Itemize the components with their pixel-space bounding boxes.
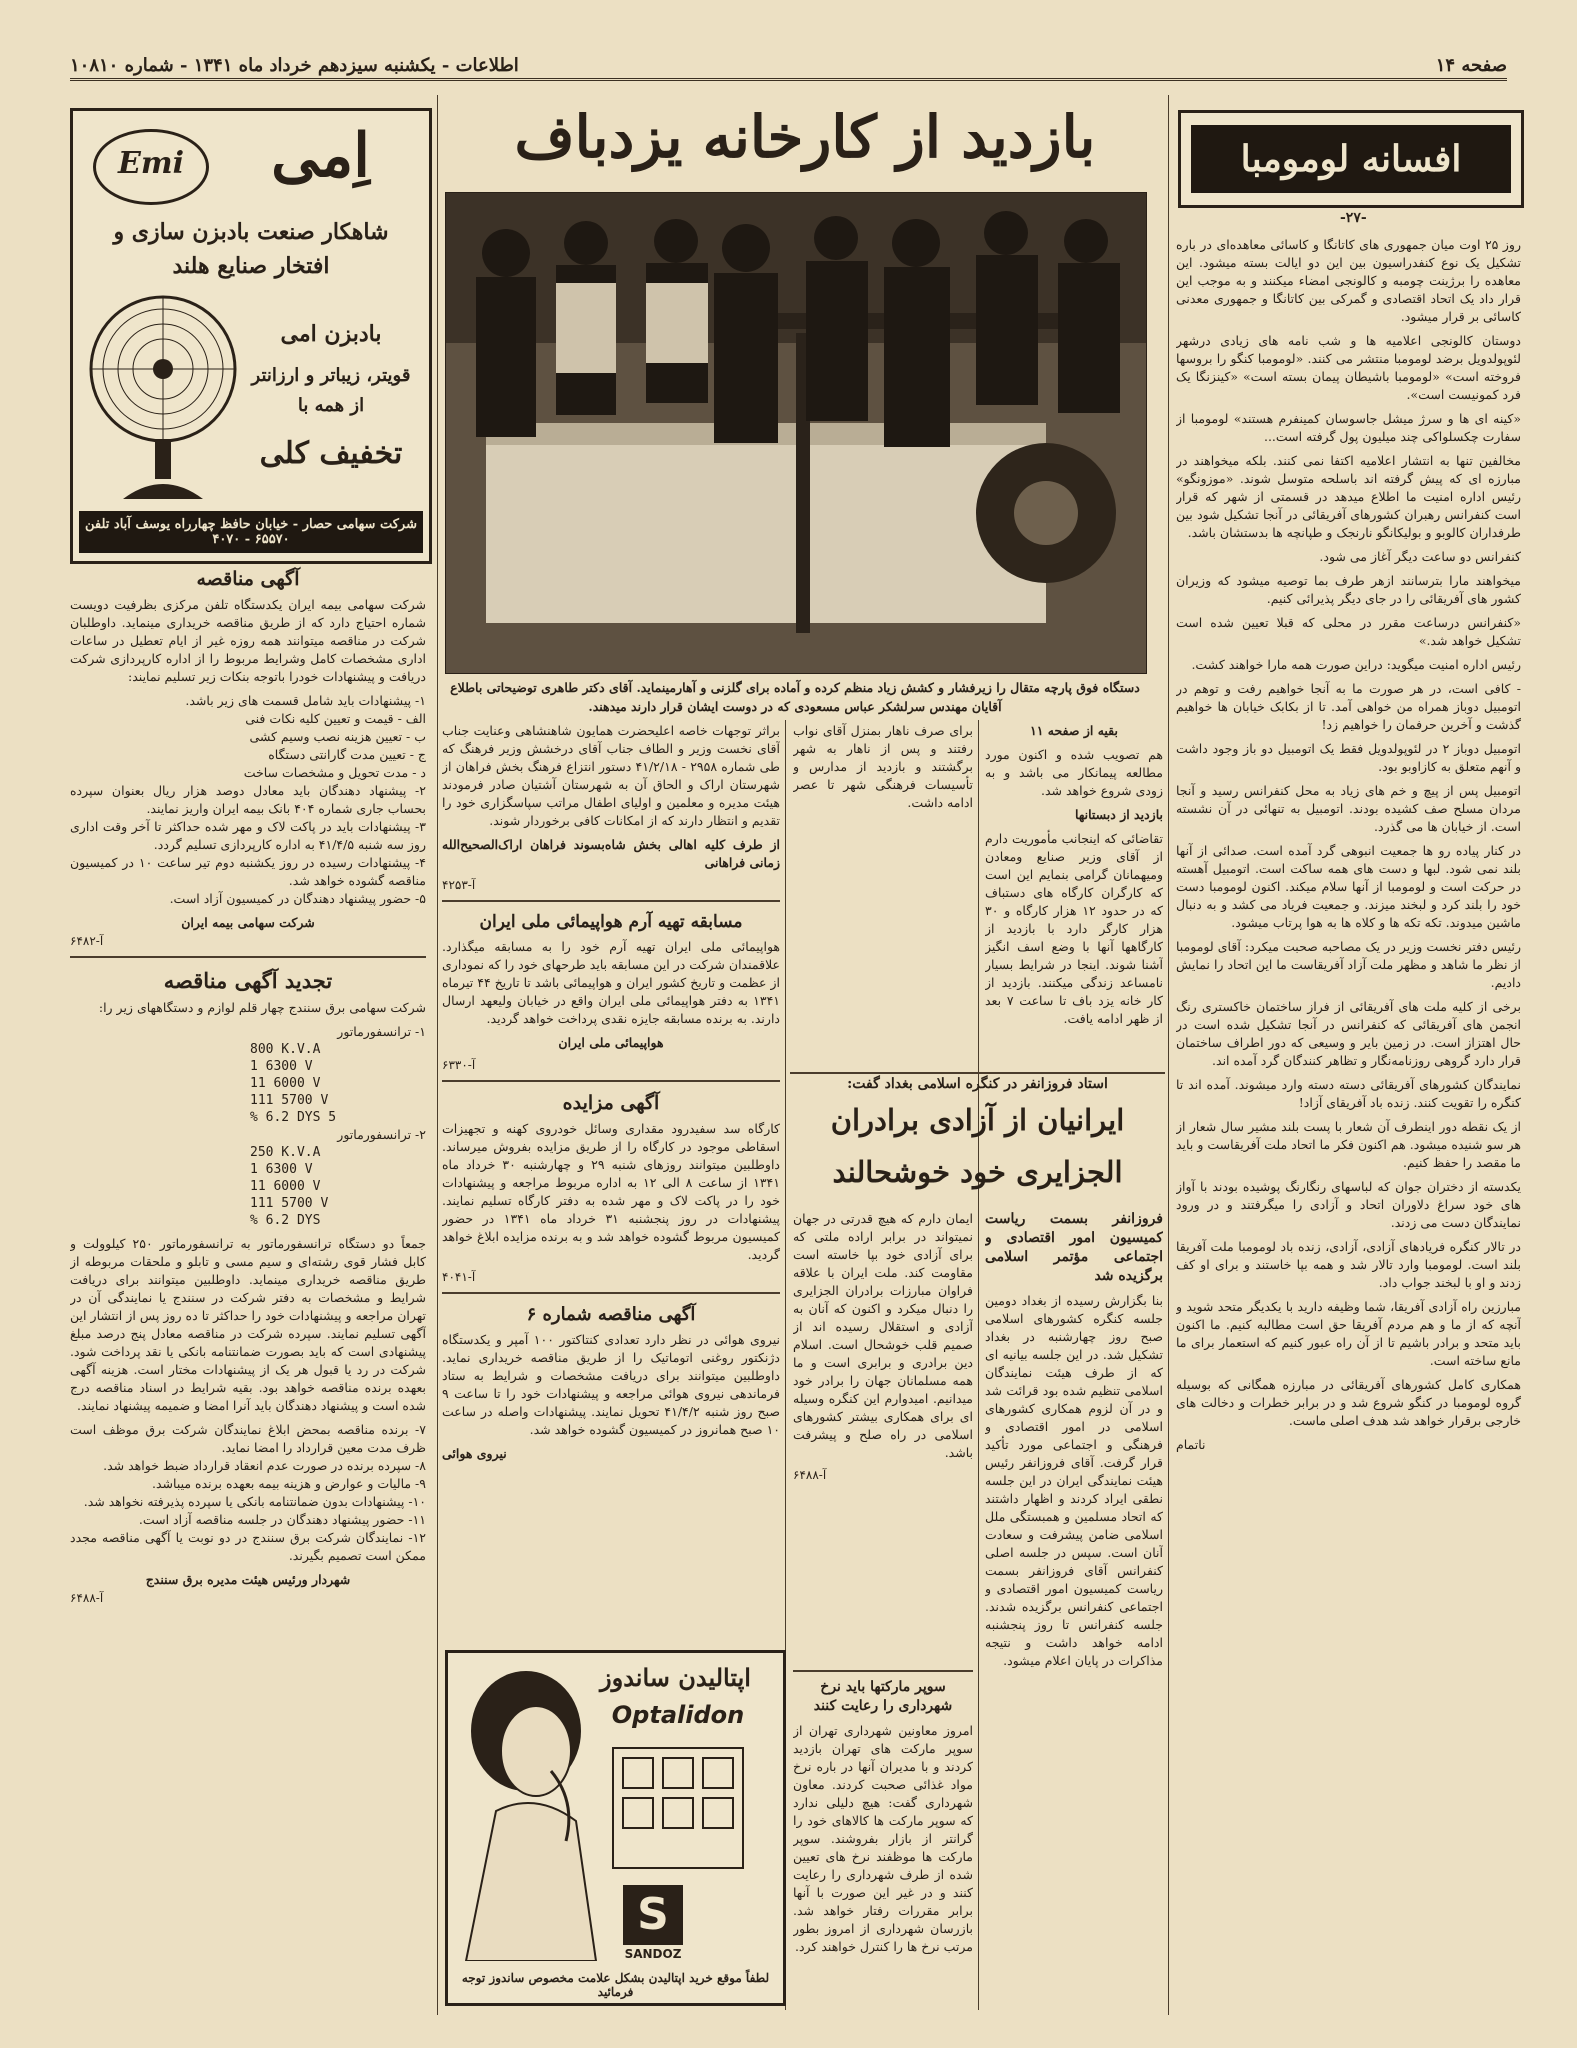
serial-paragraph: روز ۲۵ اوت میان جمهوری های کاتانگا و کاسائی معاهده‌ای در باره تشکیل یک نوع کنفدراسیون بین این دو ایالت بسته میشود. این معاهده را برژینت چومبه و کالونجی امضاء میکنند و به موجب این قرار داد یک اتحاد اقتصادی و گمرکی بین کاتانگا و جمهوری معدنی کاسائی بر قرار میشود. bbox=[1176, 237, 1521, 324]
emi-brand: اِمی bbox=[271, 121, 370, 191]
serial-number: -۲۷- bbox=[1340, 210, 1367, 226]
market-heading: سوپر مارکتها باید نرخ شهرداری را رعایت کنند bbox=[813, 1679, 953, 1714]
serial-paragraph: برخی از کلیه ملت های آفریقائی از فراز ساختمان خاکستری رنگ انجمن های آفریقائی که کنفرانس در آنجا تشکیل شده است در حال اهتزاز است. در زمین بایر و وسیعی که دور اطراف ساختمان قرار دارد گروهی روزنامه‌نگار و تظاهر کنندگان گرد آمده اند. bbox=[1176, 999, 1521, 1068]
renewal-code: آ-۶۴۸۸ bbox=[70, 1591, 104, 1605]
emi-line4: قویتر، زیباتر و ارزانتر از همه با bbox=[251, 365, 411, 416]
insurance-item: د - مدت تحویل و مشخصات ساخت bbox=[243, 765, 426, 780]
serial-paragraph: - کافی است، در هر صورت ما به آنجا خواهیم رفت و توهم در اتومبیل دوباز همراه من خواهی آمد. تا از بکابک خیابان ها خواهیم گذشت و آخرین حرفمان را خواهیم زد! bbox=[1176, 681, 1521, 732]
notice-signature: از طرف کلیه اهالی بخش شاه‌بسوند فراهان اراک‌الصحیح‌الله زمانی فراهانی bbox=[442, 837, 780, 870]
serial-paragraph: در کنار پیاده رو ها جمعیت انبوهی گرد آمده است. صدائی از آنها بلند نمی شود. لبها و دست های همه ساکت است. اتومبیل آهسته در حرکت است و لومومبا از آنها سلام میکند. اکنون لومومبا دست خود را بلند کرد و لبخند میزند. و جمعیت فریاد می کشد و به دنبال ماشین میدوند. تکه تکه ها و کلاه ها به هوا پرتاب میشود. bbox=[1176, 843, 1521, 930]
main-headline: بازدید از کارخانه یزدباف bbox=[514, 103, 1096, 171]
market-story bbox=[793, 1670, 973, 2012]
forouzanfar-text: بنا بگزارش رسیده از بغداد دومین جلسه کنگره کشورهای اسلامی صبح روز چهارشنبه در بغداد تشکیل شد. در این جلسه بیانیه ای که از طرف هیئت نمایندگان اسلامی تنظیم شده بود قرائت شد و در آن لزوم همکاری کشورهای اسلامی در امور اقتصادی و فرهنگی و اجتماعی مورد تأکید قرار گرفت. آقای فروزانفر رئیس هیئت نمایندگی ایران در این جلسه نطقی ایراد کردند و اظهار داشتند که اتحاد مسلمین و همبستگی ملل اسلامی ضامن پیشرفت و سعادت آنان است. سپس در جلسه اصلی کنفرانس آقای فروزانفر بسمت ریاست کمیسیون امور اقتصادی و اجتماعی کنفرانس برگزیده شدند. جلسه کنفرانس تا روز پنجشنبه ادامه خواهد داشت و نتیجه مذاکرات در پایان اعلام میشود. bbox=[985, 1293, 1163, 1668]
insurance-item: ب - تعیین هزینه نصب وسیم کشی bbox=[249, 729, 426, 744]
emi-line3: بادبزن امی bbox=[280, 321, 382, 347]
paper-info: اطلاعات - یکشنبه سیزدهم خرداد ماه ۱۳۴۱ - شماره ۱۰۸۱۰ bbox=[70, 54, 519, 76]
spec-row: 800 K.V.A bbox=[250, 1042, 321, 1057]
serial-paragraph: «کنفرانس درساعت مقرر در محلی که قبلا تعیین شده است تشکیل خواهد شد.» bbox=[1176, 615, 1521, 648]
renewal-item: ۱۱- حضور پیشنهاد دهندگان در جلسه مناقصه آزاد است. bbox=[138, 1512, 426, 1527]
column-rule bbox=[1168, 95, 1169, 2015]
emi-footer: شرکت سهامی حصار - خیابان حافظ چهارراه یوسف آباد تلفن ۶۵۵۷۰ - ۴۰۷۰ bbox=[79, 511, 423, 553]
insurance-item: ۴- پیشنهادات رسیده در روز یکشنبه دوم تیر ساعت ۱۰ در کمیسیون مناقصه گشوده خواهد شد. bbox=[70, 855, 426, 888]
auction-notice bbox=[442, 1080, 780, 1284]
emi-line5: تخفیف کلی bbox=[259, 436, 403, 471]
spec-row: 11 6000 V bbox=[250, 1076, 321, 1091]
insurance-text: شرکت سهامی بیمه ایران یکدستگاه تلفن مرکزی بظرفیت دویست شماره احتیاج دارد که از طریق مناقصه خریداری مینماید. داوطلبان شرکت در مناقصه میتوانند همه روزه غیر از ایام تعطیل در ساعات اداری مشخصات کامل وشرایط مربوط را از اداره کارپردازی شرکت دریافت و پیشنهادات خودرا باتوجه بنکات زیر تسلیم نمایند: bbox=[70, 597, 426, 684]
insurance-item: الف - قیمت و تعیین کلیه نکات فنی bbox=[245, 711, 426, 726]
continued-text: تقاضائی که اینجانب مأموریت دارم از آقای وزیر صنایع ومعادن ومیهمانان گرامی بنمایم این است که کارگران کارگاه های دستباف که در حدود ۱۲ هزار کارگاه و ۳۰ هزار کارگر دارد با بازدید از کارگاهها آنها با وضع اسف انگیز آشنا شوند. اینجا در شرایط بسیار نامساعد زندگی میکنند. بازدید از کار خانه یزد باف تا ساعت ۷ بعد از ظهر ادامه یافت. bbox=[985, 831, 1163, 1026]
auction-text: کارگاه سد سفیدرود مقداری وسائل خودروی کهنه و تجهیزات اسقاطی موجود در کارگاه را از طریق مزایده بفروش میرساند. داوطلبین میتوانند روزهای شنبه ۲۹ و چهارشنبه ۳۰ خرداد ماه ۱۳۴۱ از ساعت ۸ الی ۱۲ به اداره مربوط مراجعه و پیشنهادات خود را در پاکت لاک و مهر شده به دفتر کارگاه تسلیم نمایند. پیشنهادات در روز پنجشنبه ۳۱ خرداد ماه ۱۳۴۱ در حضور کمیسیون مربوط گشوده خواهد شد و به برنده مزایده ابلاغ خواهد گردید. bbox=[442, 1121, 780, 1262]
renewal-item: ۹- مالیات و عوارض و هزینه بیمه بعهده برنده میباشد. bbox=[152, 1476, 426, 1491]
factory-photo-image bbox=[446, 193, 1146, 673]
auction-title: آگهی مزایده bbox=[562, 1092, 660, 1114]
notice-text: براثر توجهات خاصه اعلیحضرت همایون شاهنشاهی وعنایت جناب آقای نخست وزیر و الطاف جناب آقای درخشش وزیر فرهنگ که طی شماره ۲۹۵۸ - ۴۱/۲/۱۸ دستور انتزاع فرهنگ بخش فراهان از شهرستان اراک و الحاق آن به شهرستان آشتیان صادر فرمودند هیئت مدیره و معلمین و اولیای اطفال مراتب سپاسگزاری خود را تقدیم و انتظار دارند که از امکانات کافی برخوردار شوند. bbox=[442, 723, 780, 828]
spec-row: 1 6300 V bbox=[250, 1059, 313, 1074]
fan-illustration bbox=[83, 289, 243, 509]
spec-row: 111 5700 V bbox=[250, 1196, 329, 1211]
middle-story bbox=[793, 722, 973, 1102]
woman-illustration bbox=[456, 1661, 606, 1961]
airline-notice bbox=[442, 900, 780, 1072]
renewal-item: ۷- برنده مناقصه بمحض ابلاغ نمایندگان شرکت برق موظف است ظرف مدت معین قرارداد را امضا نماید. bbox=[70, 1422, 426, 1455]
insurance-code: آ-۶۴۸۲ bbox=[70, 934, 104, 948]
tender6-title: آگهی مناقصه شماره ۶ bbox=[526, 1304, 696, 1325]
serial-paragraph: اتومبیل پس از پیچ و خم های زیاد به محل کنفرانس رسید و آنجا مردان مسلح صف کشیده بودند. اتومبیل به تنهائی در آن نشسته است. از خیابان ها می گذرد. bbox=[1176, 783, 1521, 834]
serial-paragraph: یکدسته از دختران جوان که لباسهای رنگارنگ پوشیده بودند با آواز های خود سراغ دلاوران اتحاد و آزادی را میگرفتند و در ورود نمایندگان دست می زدند. bbox=[1176, 1179, 1521, 1230]
continued-intro: هم تصویب شده و اکنون مورد مطالعه پیمانکار می باشد و به زودی شروع خواهد شد. bbox=[985, 747, 1163, 798]
airline-title: مسابقه تهیه آرم هواپیمائی ملی ایران bbox=[479, 912, 743, 932]
spec-row: 1 6300 V bbox=[250, 1162, 313, 1177]
algeria-text: ایمان دارم که هیچ قدرتی در جهان نمیتواند در برابر اراده ملتی که برای آزادی خود بپا خاسته است مقاومت کند. ملت ایران با علاقه فراوان مبارزات برادران الجزایری را دنبال میکرد و اکنون که آنان به آزادی و استقلال رسیده اند از صمیم قلب خوشحال است. اسلام دین برادری و برابری است و ما همه مسلمانان جهان را برادر خود میدانیم. امیدوارم این کنگره وسیله ای برای همکاری بیشتر کشورهای اسلامی در راه صلح و پیشرفت باشد. bbox=[793, 1211, 973, 1460]
spec-row: 11 6000 V bbox=[250, 1179, 321, 1194]
airline-signature: هواپیمائی ملی ایران bbox=[558, 1035, 664, 1050]
section-rule bbox=[790, 1072, 1165, 1074]
insurance-item: ج - تعیین مدت گارانتی دستگاه bbox=[268, 747, 426, 762]
notice-code: آ-۴۲۵۳ bbox=[442, 878, 476, 892]
serial-story bbox=[1176, 236, 1521, 2006]
continued-ref: بقیه از صفحه ۱۱ bbox=[1030, 723, 1118, 738]
spec-row: 111 5700 V bbox=[250, 1093, 329, 1108]
serial-paragraph: دوستان کالونجی اعلامیه ها و شب نامه های زیادی درشهر لئوپولدویل برضد لومومبا منتشر می کنند. «لومومبا کنگو را بروسها فروخته است» «لومومبا باشیطان پیمان بسته است» «کینزنگا یک فرد کمونیست است». bbox=[1176, 333, 1521, 402]
optalidon-ad bbox=[445, 1650, 786, 2006]
sandoz-brand: SANDOZ bbox=[624, 1947, 682, 1961]
auction-code: آ-۴۰۴۱ bbox=[442, 1270, 476, 1284]
insurance-item: ۱- پیشنهادات باید شامل قسمت های زیر باشد. bbox=[185, 693, 426, 708]
serial-paragraph: در تالار کنگره فریادهای آزادی، آزادی، زنده باد لومومبا ملت آفریقا بلند است. لومومبا وارد تالار شد و همه بپا خاستند و برای او کف زدند و او با لبخند جواب داد. bbox=[1176, 1239, 1521, 1290]
optalidon-latin: Optalidon bbox=[611, 1701, 745, 1729]
forouzanfar-heading: فروزانفر بسمت ریاست کمیسیون امور اقتصادی و اجتماعی مؤتمر اسلامی برگزیده شد bbox=[985, 1211, 1163, 1284]
free-title: استاد فروزانفر در کنگره اسلامی بغداد گفت: bbox=[847, 1076, 1108, 1092]
airline-text: هواپیمائی ملی ایران تهیه آرم خود را به مسابقه میگذارد. علاقمندان شرکت در این مسابقه باید طرحهای خود را که نموداری از عظمت و تاریخ کشور ایران و هواپیمائی باشد تا تاریخ ۴۴ تیرماه ۱۳۴۱ به دفتر هواپیمائی ملی ایران واقع در خیابان ولیعهد ارسال دارند. به برنده مسابقه جایزه نقدی پرداخت خواهد گردید. bbox=[442, 939, 780, 1026]
left-tenders bbox=[70, 562, 426, 2007]
airline-code: آ-۶۳۳۰ bbox=[442, 1058, 476, 1072]
column-rule bbox=[978, 720, 979, 2010]
optalidon-footer: لطفاً موقع خرید اپتالیدن بشکل علامت مخصوص ساندوز توجه فرمائید bbox=[461, 1971, 770, 1999]
tender6-text: نیروی هوائی در نظر دارد تعدادی کنتاکتور ۱۰۰ آمپر و یکدستگاه دژنکتور روغنی اتوماتیک را از طریق مناقصه خریداری نماید. داوطلبین میتوانند برای دریافت مشخصات و شرایط به ستاد فرماندهی نیروی هوائی مراجعه و پیشنهادات خود را تا ساعت ۹ صبح روز شنبه ۴۱/۴/۲ تحویل نمایند. پیشنهادات واصله در ساعت ۱۰ صبح همانروز در کمیسیون گشوده خواهد شد. bbox=[442, 1332, 780, 1437]
insurance-item: ۳- پیشنهادات باید در پاکت لاک و مهر شده حداکثر تا آخر وقت اداری روز سه شنبه ۴۱/۴/۵ به اداره کارپردازی تسلیم گردد. bbox=[70, 819, 426, 852]
serial-paragraph: اتومبیل دوباز ۲ در لئوپولدویل فقط یک اتومبیل دو باز وجود داشت و آنهم متعلق به کازاوبو بود. bbox=[1176, 741, 1521, 774]
photo-caption: دستگاه فوق پارچه متقال را زیرفشار و کشش زیاد منظم کرده و آماده برای گلزنی و آهارمینماید. آقای دکتر طاهری توضیحاتی باطلاع آقایان مهندس سرلشکر عباس مسعودی که در دوست ایشان قرار دارند میدهند. bbox=[450, 680, 1140, 714]
continued-story bbox=[985, 722, 1163, 1102]
insurance-item: ۵- حضور پیشنهاد دهندگان در کمیسیون آزاد است. bbox=[169, 891, 426, 906]
free-headline: ایرانیان از آزادی برادران الجزایری خود خوشحالند bbox=[830, 1103, 1125, 1189]
emi-logo: Emi bbox=[93, 129, 209, 205]
insurance-title: آگهی مناقصه bbox=[196, 568, 300, 590]
optalidon-persian: اپتالیدن ساندوز bbox=[600, 1663, 751, 1692]
emi-ad bbox=[70, 108, 432, 564]
spec2-list bbox=[70, 1144, 426, 1229]
renewal-signature: شهردار ورئیس هیئت مدیره برق سنندج bbox=[145, 1572, 351, 1587]
spec-row: % 6.2 DYS 5 bbox=[250, 1110, 337, 1125]
spec1-label: ۱- ترانسفورماتور bbox=[337, 1024, 426, 1039]
spec1-list bbox=[70, 1041, 426, 1126]
market-text: امروز معاونین شهرداری تهران از سوپر مارکت های تهران بازدید کردند و با مدیران آنها در باره نرخ مواد غذائی صحبت کردند. معاون شهرداری گفت: هیچ دلیلی ندارد که سوپر مارکت ها کالاهای خود را گرانتر از بازار بفروشند. سوپر مارکت ها موظفند نرخ های تعیین شده از طرف شهرداری را رعایت کنند و در غیر این صورت با آنها برابر مقررات رفتار خواهد شد. بازرسان شهرداری از امروز بطور مرتب نرخ ها را کنترل خواهند کرد. bbox=[793, 1723, 973, 1954]
serial-paragraph: «کینه ای ها و سرژ میشل جاسوسان کمینفرم هستند» لومومبا از سفارت چکسلواکی چند میلیون پول گرفته است... bbox=[1176, 411, 1521, 444]
factory-photo bbox=[445, 192, 1147, 674]
page-number: صفحه ۱۴ bbox=[1435, 54, 1507, 76]
emi-line1: شاهکار صنعت بادبزن سازی و bbox=[113, 219, 389, 245]
renewal-notice bbox=[70, 956, 426, 1605]
algeria-story bbox=[793, 1210, 973, 1660]
renewal-text: جمعاً دو دستگاه ترانسفورماتور به ترانسفورماتور ۲۵۰ کیلوولت و کابل فشار قوی رشته‌ای و سیم مسی و تابلو و ملحقات مربوطه از طریق مناقصه خریداری مینماید. داوطلبین میتوانند برای دریافت شرایط و مشخصات به دفتر شرکت در سنندج یا نمایندگی آن در تهران مراجعه و پیشنهادات خود را حداکثر تا ده روز پس از انتشار این آگهی تسلیم نمایند. سپرده شرکت در مناقصه معادل پنج درصد مبلغ پیشنهادی است که باید بصورت ضمانتنامه بانکی یا نقد پرداخت شود. شرکت در رد یا قبول هر یک از پیشنهادات مختار است. هزینه آگهی بعهده برنده مناقصه خواهد بود. بقیه شرایط در اسناد مناقصه درج شده است و پیشنهاد دهندگان باید آنرا امضا و ضمیمه پیشنهاد نمایند. bbox=[70, 1236, 426, 1413]
renewal-intro: شرکت سهامی برق سنندج چهار قلم لوازم و دستگاههای زیر را: bbox=[98, 1000, 426, 1015]
serial-paragraph: مخالفین تنها به انتشار اعلامیه اکتفا نمی کنند. بلکه میخواهند در مبارزه ای که پیش گرفته اند باسلحه متوسل شوند. «موزونگو» رئیس اداره امنیت ما اطلاع میدهد در قسمتی از شهر که قرار است کنفرانس رهبران کشورهای آفریقائی در آنجا تشکیل شود بین طرفداران کالوبو و بولیکانگو نارنجک و طپانچه ها بدستشان باشد. bbox=[1176, 453, 1521, 540]
emi-line2: افتخار صنایع هلند bbox=[172, 253, 330, 279]
spec-row: % 6.2 DYS bbox=[250, 1213, 321, 1228]
serial-paragraph: نمایندگان کشورهای آفریقائی دسته دسته وارد میشوند. آمده اند تا کنگره را تقویت کنند. زنده باد آفریقای آزاد! bbox=[1176, 1077, 1521, 1110]
insurance-item: ۲- پیشنهاد دهندگان باید معادل دوصد هزار ریال بعنوان سپرده بحساب جاری شماره ۴۰۴ بانک بیمه ایران واریز نمایند. bbox=[70, 783, 426, 816]
serial-paragraph: کنفرانس دو ساعت دیگر آغاز می شود. bbox=[1319, 549, 1521, 564]
serial-banner bbox=[1178, 110, 1524, 208]
tender6-signature: نیروی هوائی bbox=[442, 1446, 507, 1461]
serial-banner-title: افسانه لومومبا bbox=[1191, 125, 1511, 193]
pill-pack-icon bbox=[608, 1743, 748, 1873]
spec2-label: ۲- ترانسفورماتور bbox=[337, 1127, 426, 1142]
renewal-item: ۸- سپرده برنده در صورت عدم انعقاد قرارداد ضبط خواهد شد. bbox=[103, 1458, 426, 1473]
serial-paragraph: مبارزین راه آزادی آفریقا، شما وظیفه دارید با یکدیگر متحد شوید و آنچه که از ما و هم مردم آفریقا حق است مطالبه کنیم. ما اکنون باید متحد و برادر باشیم تا از آن راه عبور کنیم که استعمار برای ما مانع ساخته است. bbox=[1176, 1299, 1521, 1368]
sandoz-logo: S bbox=[623, 1885, 683, 1945]
tender6-notice bbox=[442, 1292, 780, 1463]
serial-paragraph: همکاری کامل کشورهای آفریقائی در مبارزه همگانی که بوسیله گروه لومومبا در کنگو شروع شد و در برابر خطرات و دخالت های خارجی برقرار خواهد شد هدف اصلی ماست. bbox=[1176, 1377, 1521, 1428]
serial-paragraph: رئیس دفتر نخست وزیر در یک مصاحبه صحبت میکرد: آقای لومومبا از نظر ما شاهد و مظهر ملت آزاد آفریقاست ما این اتحاد را نمایش دادیم. bbox=[1176, 939, 1521, 990]
spec-row: 250 K.V.A bbox=[250, 1145, 321, 1160]
middle-story-text: برای صرف ناهار بمنزل آقای نواب رفتند و پس از ناهار به شهر برگشتند و بازدید از مدارس و تأسیسات فرهنگی شهر تا عصر ادامه داشت. bbox=[793, 723, 973, 810]
serial-paragraph: از یک نقطه دور اینطرف آن شعار با پست بلند مشیر سال شعار از هر سو شنیده میشود. هم اکنون فکر ما اتحاد ملت آفریقاست و باید ما مقصد را حفظ کنیم. bbox=[1176, 1119, 1521, 1170]
algeria-code: آ-۶۴۸۸ bbox=[793, 1468, 827, 1482]
renewal-item: ۱۲- نمایندگان شرکت برق سنندج در دو نوبت یا آگهی مناقصه مجدد ممکن است تصمیم بگیرند. bbox=[70, 1530, 426, 1563]
serial-paragraph: میخواهند مارا بترسانند ازهر طرف بما توصیه میشود که وزیران کشور های آفریقائی را در جای دیگر پذیرائی کنیم. bbox=[1176, 573, 1521, 606]
insurance-signature: شرکت سهامی بیمه ایران bbox=[181, 915, 315, 930]
serial-paragraph: رئیس اداره امنیت میگوید: دراین صورت همه مارا خواهند کشت. bbox=[1191, 657, 1521, 672]
renewal-title: تجدید آگهی مناقصه bbox=[163, 968, 333, 993]
running-head bbox=[70, 52, 1507, 81]
column-rule bbox=[437, 95, 438, 2015]
forouzanfar-story bbox=[985, 1210, 1163, 2010]
renewal-item: ۱۰- پیشنهادات بدون ضمانتنامه بانکی یا سپرده پذیرفته نخواهد شد. bbox=[83, 1494, 426, 1509]
serial-end-mark: ناتمام bbox=[1176, 1437, 1206, 1452]
continued-subhead: بازدید از دبستانها bbox=[1075, 807, 1163, 822]
